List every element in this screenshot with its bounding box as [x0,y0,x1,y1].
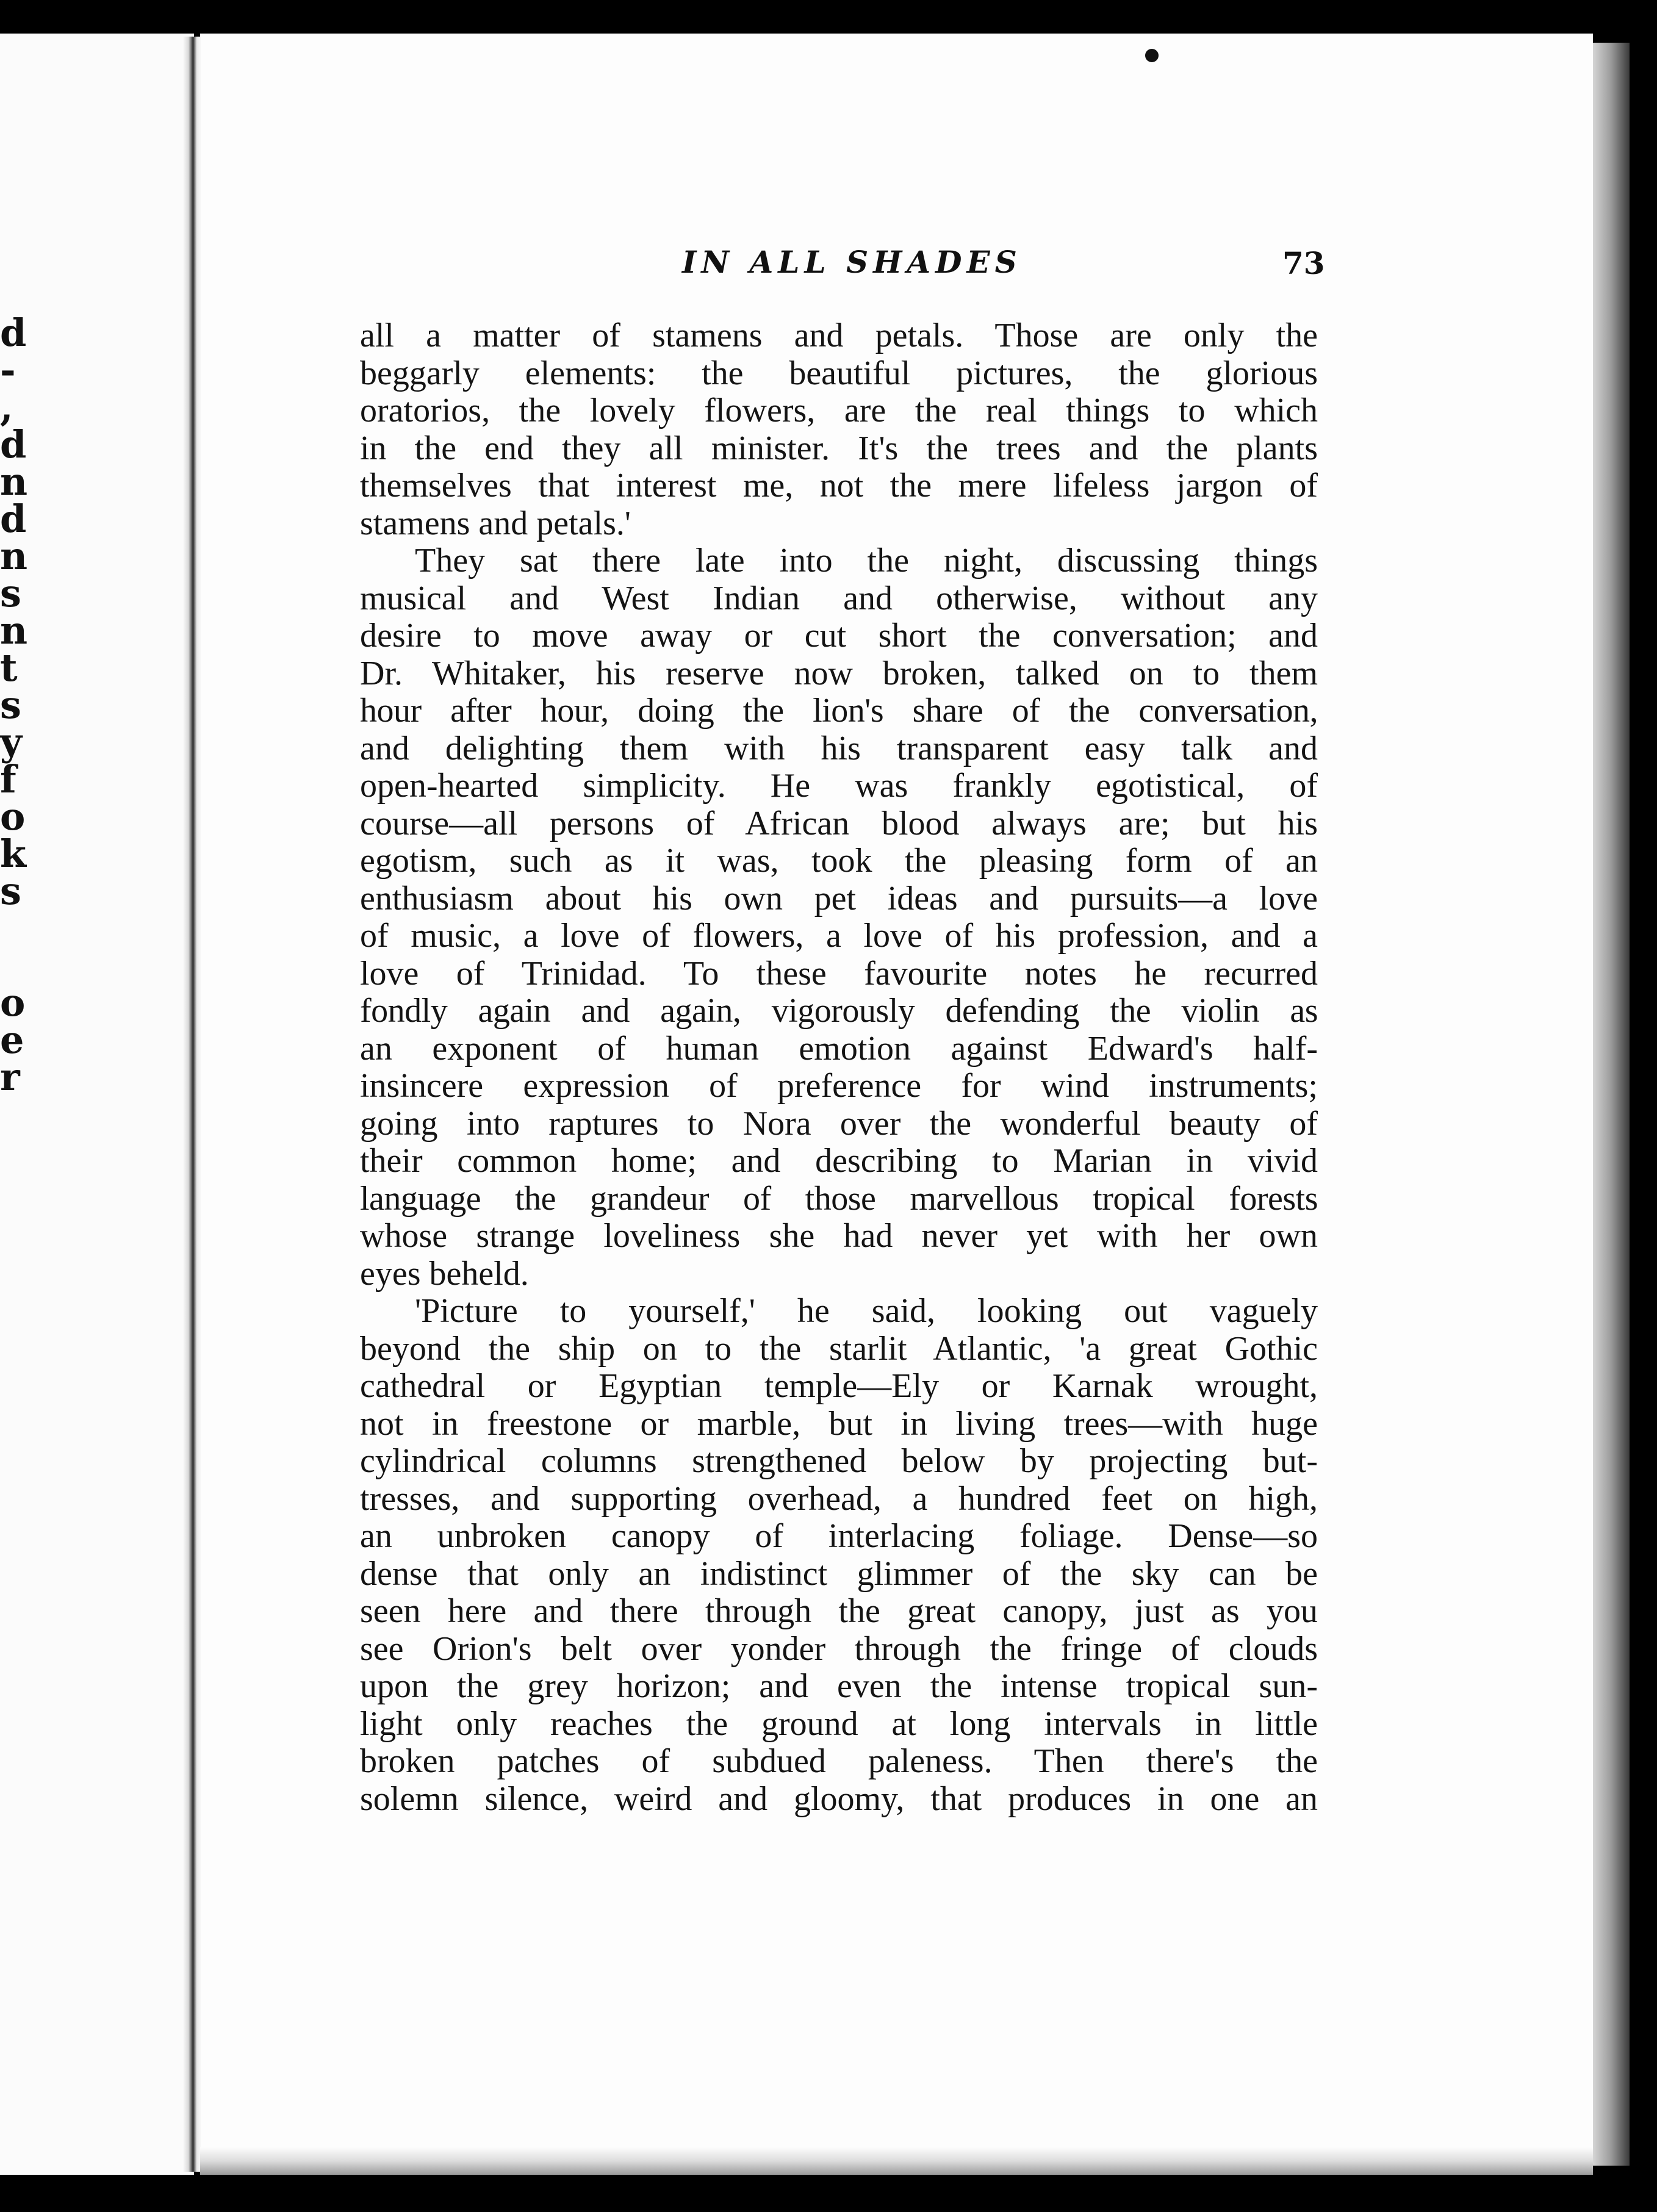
text-line: going into raptures to Nora over the wonderful beauty of [360,1104,1318,1143]
text-line: their common home; and describing to Marian in vivid [360,1142,1318,1180]
facing-page-text-fragments [0,34,43,2175]
fragment: n [0,459,28,504]
text-line: They sat there late into the night, discussing things [415,542,1318,580]
body-text [360,317,1318,1818]
text-line: beggarly elements: the beautiful pictures, the glorious [360,354,1318,392]
text-line: beyond the ship on to the starlit Atlantic, 'a great Gothic [360,1329,1318,1368]
text-line: love of Trinidad. To these favourite notes he recurred [360,954,1318,993]
text-line: 'Picture to yourself,' he said, looking out vaguely [415,1292,1318,1330]
fragment: f [0,757,16,802]
text-line: light only reaches the ground at long intervals in little [360,1704,1318,1743]
running-title: IN ALL SHADES [682,244,1022,280]
text-line: all a matter of stamens and petals. Those are only the [360,317,1318,354]
fragment: s [0,869,21,913]
page-edge-right [1593,43,1630,2166]
text-line: hour after hour, doing the lion's share of the conversation, [360,692,1318,730]
fragment: y [0,720,23,764]
page-number: 73 [1282,245,1325,281]
text-line: and delighting them with his transparent easy talk and [360,729,1318,767]
text-line: of music, a love of flowers, a love of his profession, and a [360,917,1318,955]
fragment: o [0,980,26,1025]
fragment: d [0,422,27,467]
text-line: cylindrical columns strengthened below by projecting but- [360,1442,1318,1480]
fragment [0,947,43,984]
fragment: k [0,831,26,876]
fragment: r [0,1055,20,1099]
facing-page-left [0,34,194,2175]
text-line: tresses, and supporting overhead, a hundred feet on high, [360,1479,1318,1518]
text-line: Dr. Whitaker, his reserve now broken, talked on to them [360,654,1318,692]
text-line: enthusiasm about his own pet ideas and pursuits—a love [360,879,1318,917]
text-line: in the end they all minister. It's the trees and the plants [360,429,1318,467]
text-line: cathedral or Egyptian temple—Ely or Karnak wrought, [360,1367,1318,1405]
text-line: oratorios, the lovely flowers, are the real things to which [360,392,1318,429]
fragment: d [0,311,27,355]
text-line: course—all persons of African blood always are; but his [360,804,1318,842]
text-line: eyes beheld. [360,1254,529,1293]
text-line: an exponent of human emotion against Edward's half- [360,1029,1318,1068]
text-line: desire to move away or cut short the conversation; and [360,617,1318,655]
book-gutter [183,37,201,2172]
text-line: not in freestone or marble, but in living trees—with huge [360,1404,1318,1443]
fragment: n [0,534,28,578]
running-head [200,244,1593,293]
text-line: an unbroken canopy of interlacing foliage. Dense—so [360,1517,1318,1555]
text-line: egotism, such as it was, took the pleasing form of an [360,842,1318,880]
fragment: d [0,497,27,541]
text-line: upon the grey horizon; and even the intense tropical sun- [360,1667,1318,1705]
ink-spot [1145,49,1159,62]
text-line: broken patches of subdued paleness. Then there's the [360,1742,1318,1780]
fragment: e [0,1018,24,1062]
text-line: language the grandeur of those marvellous tropical forests [360,1179,1318,1218]
text-line: solemn silence, weird and gloomy, that produces in one an [360,1779,1318,1818]
text-line: seen here and there through the great canopy, just as you [360,1592,1318,1630]
text-line: insincere expression of preference for wind instruments; [360,1067,1318,1105]
text-line: themselves that interest me, not the mere lifeless jargon of [360,467,1318,505]
fragment [0,910,43,947]
text-line: open-hearted simplicity. He was frankly egotistical, of [360,767,1318,805]
fragment: t [0,645,18,690]
text-line: fondly again and again, vigorously defending the violin as [360,992,1318,1030]
text-line: musical and West Indian and otherwise, without any [360,579,1318,617]
text-line: see Orion's belt over yonder through the fringe of clouds [360,1629,1318,1668]
text-line: stamens and petals.' [360,504,631,542]
page-edge-bottom [200,2147,1593,2175]
fragment: s [0,571,21,616]
text-line: whose strange loveliness she had never yet with her own [360,1217,1318,1255]
text-line: dense that only an indistinct glimmer of the sky can be [360,1554,1318,1593]
fragment: s [0,683,21,727]
fragment: , [0,385,13,429]
fragment: - [0,348,16,392]
fragment: o [0,794,26,839]
fragment: n [0,608,28,653]
